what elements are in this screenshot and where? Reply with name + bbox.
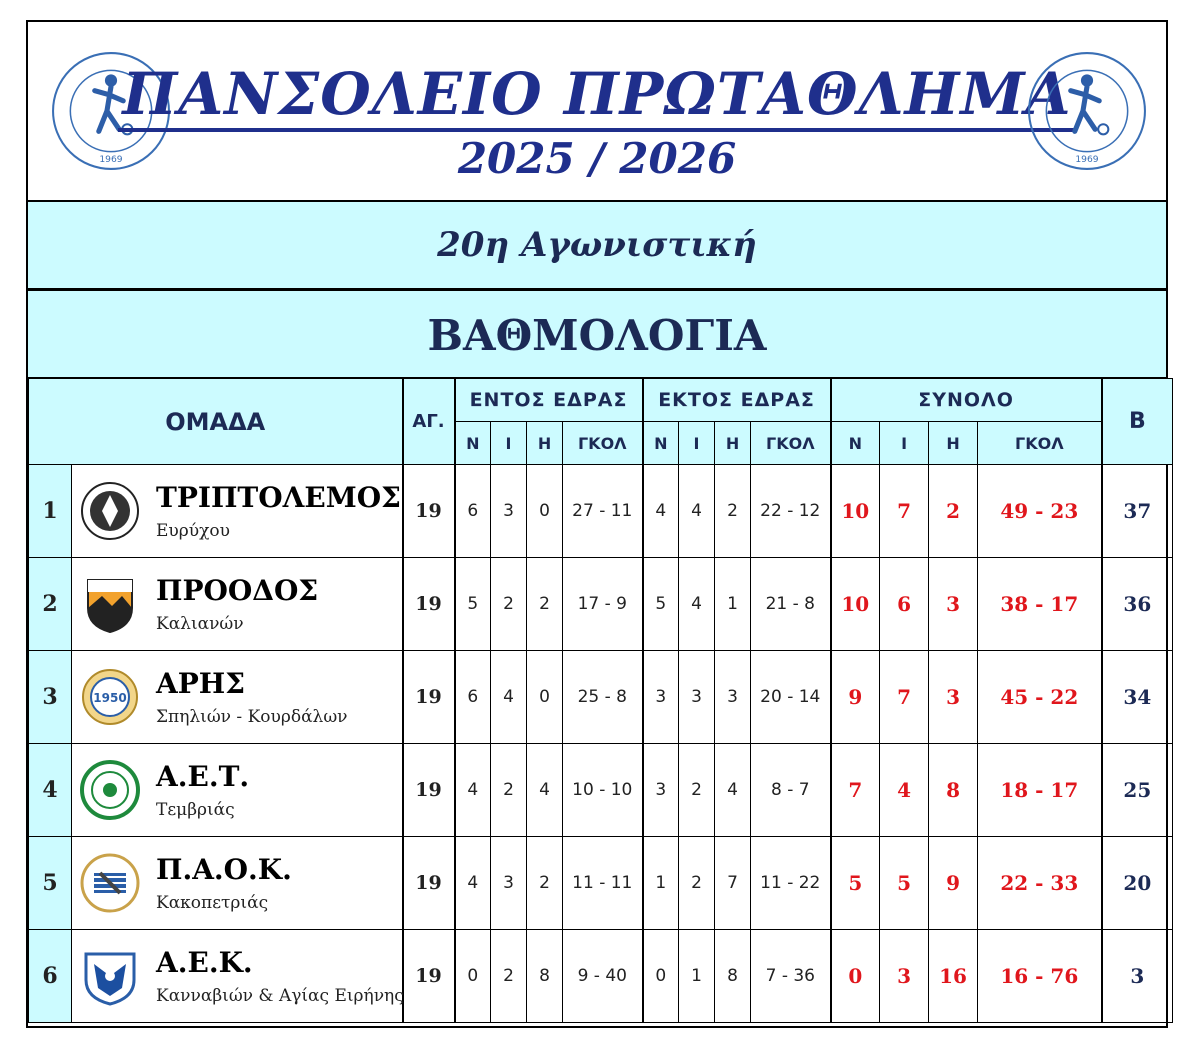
away-goals: 22 - 12 — [751, 465, 831, 558]
header-home: ΕΝΤΟΣ ΕΔΡΑΣ — [455, 379, 643, 422]
team-cell — [72, 651, 403, 744]
team-city: Σπηλιών - Κουρδάλων — [156, 707, 348, 727]
header-home-d: Ι — [491, 422, 527, 465]
away-wins: 4 — [643, 465, 679, 558]
home-losses: 8 — [527, 930, 563, 1023]
home-losses: 4 — [527, 744, 563, 837]
played: 19 — [403, 837, 455, 930]
header-home-goals: ΓΚΟΛ — [563, 422, 643, 465]
header-team: ΟΜΑΔΑ — [29, 379, 403, 465]
away-goals: 20 - 14 — [751, 651, 831, 744]
federation-logo-right — [1026, 50, 1148, 172]
away-wins: 3 — [643, 651, 679, 744]
team-name: Α.Ε.Κ. — [156, 946, 253, 979]
header-total-l: Η — [929, 422, 978, 465]
home-losses: 2 — [527, 558, 563, 651]
total-goals: 18 - 17 — [978, 744, 1102, 837]
team-cell — [72, 744, 403, 837]
total-draws: 4 — [880, 744, 929, 837]
away-draws: 3 — [679, 651, 715, 744]
played: 19 — [403, 465, 455, 558]
table-row — [29, 558, 1173, 651]
team-name: ΤΡΙΠΤΟΛΕΜΟΣ — [156, 481, 401, 514]
points: 20 — [1102, 837, 1173, 930]
header-total: ΣΥΝΟΛΟ — [831, 379, 1102, 422]
home-draws: 4 — [491, 651, 527, 744]
total-draws: 7 — [880, 651, 929, 744]
home-goals: 10 - 10 — [563, 744, 643, 837]
header-away-w: Ν — [643, 422, 679, 465]
total-draws: 6 — [880, 558, 929, 651]
away-draws: 2 — [679, 837, 715, 930]
season: 2025 / 2026 — [457, 134, 737, 183]
home-wins: 6 — [455, 465, 491, 558]
header-total-d: Ι — [880, 422, 929, 465]
home-draws: 3 — [491, 465, 527, 558]
away-wins: 1 — [643, 837, 679, 930]
table-row — [29, 930, 1173, 1023]
total-losses: 9 — [929, 837, 978, 930]
points: 37 — [1102, 465, 1173, 558]
position: 2 — [29, 558, 72, 651]
home-goals: 25 - 8 — [563, 651, 643, 744]
away-losses: 1 — [715, 558, 751, 651]
team-name: Π.Α.Ο.Κ. — [156, 853, 292, 886]
away-goals: 7 - 36 — [751, 930, 831, 1023]
total-wins: 5 — [831, 837, 880, 930]
home-draws: 2 — [491, 558, 527, 651]
svg-text:1969: 1969 — [1075, 154, 1099, 165]
team-name: ΠΡΟΟΔΟΣ — [156, 574, 319, 607]
away-losses: 3 — [715, 651, 751, 744]
position: 3 — [29, 651, 72, 744]
home-wins: 4 — [455, 744, 491, 837]
total-wins: 9 — [831, 651, 880, 744]
header-points: Β — [1102, 379, 1173, 465]
away-draws: 4 — [679, 465, 715, 558]
svg-text:1950: 1950 — [93, 691, 127, 705]
header — [28, 22, 1166, 202]
team-city: Κακοπετριάς — [156, 893, 269, 913]
home-losses: 0 — [527, 465, 563, 558]
points: 3 — [1102, 930, 1173, 1023]
table-row — [29, 837, 1173, 930]
header-total-w: Ν — [831, 422, 880, 465]
position: 5 — [29, 837, 72, 930]
paok-crest-icon — [80, 853, 140, 913]
position: 4 — [29, 744, 72, 837]
home-draws: 2 — [491, 744, 527, 837]
home-wins: 4 — [455, 837, 491, 930]
team-name: ΑΡΗΣ — [156, 667, 246, 700]
points: 25 — [1102, 744, 1173, 837]
total-wins: 7 — [831, 744, 880, 837]
team-cell — [72, 930, 403, 1023]
home-wins: 6 — [455, 651, 491, 744]
away-draws: 1 — [679, 930, 715, 1023]
away-draws: 2 — [679, 744, 715, 837]
home-losses: 0 — [527, 651, 563, 744]
total-goals: 16 - 76 — [978, 930, 1102, 1023]
home-draws: 3 — [491, 837, 527, 930]
points: 34 — [1102, 651, 1173, 744]
home-draws: 2 — [491, 930, 527, 1023]
played: 19 — [403, 651, 455, 744]
team-city: Κανναβιών & Αγίας Ειρήνης — [156, 986, 404, 1006]
page-title: ΠΑΝΣΟΛΕΙΟ ΠΡΩΤΑΘΛΗΜΑ — [28, 60, 1166, 128]
aris-crest-icon — [80, 667, 140, 727]
total-draws: 5 — [880, 837, 929, 930]
total-losses: 16 — [929, 930, 978, 1023]
total-draws: 7 — [880, 465, 929, 558]
team-city: Τεμβριάς — [156, 800, 235, 820]
played: 19 — [403, 558, 455, 651]
home-wins: 5 — [455, 558, 491, 651]
header-home-w: Ν — [455, 422, 491, 465]
total-losses: 8 — [929, 744, 978, 837]
away-wins: 0 — [643, 930, 679, 1023]
total-wins: 10 — [831, 558, 880, 651]
away-draws: 4 — [679, 558, 715, 651]
home-goals: 27 - 11 — [563, 465, 643, 558]
home-wins: 0 — [455, 930, 491, 1023]
home-goals: 9 - 40 — [563, 930, 643, 1023]
header-home-l: Η — [527, 422, 563, 465]
standings-sheet — [26, 20, 1168, 1028]
total-goals: 22 - 33 — [978, 837, 1102, 930]
team-cell — [72, 465, 403, 558]
total-losses: 3 — [929, 651, 978, 744]
team-city: Ευρύχου — [156, 521, 230, 541]
team-name: Α.Ε.Τ. — [156, 760, 250, 793]
away-losses: 8 — [715, 930, 751, 1023]
away-goals: 21 - 8 — [751, 558, 831, 651]
total-losses: 3 — [929, 558, 978, 651]
proodos-crest-icon — [80, 574, 140, 634]
played: 19 — [403, 744, 455, 837]
points: 36 — [1102, 558, 1173, 651]
home-losses: 2 — [527, 837, 563, 930]
round-label: 20η Αγωνιστική — [28, 202, 1166, 290]
away-goals: 8 - 7 — [751, 744, 831, 837]
table-row — [29, 651, 1173, 744]
team-city: Καλιανών — [156, 614, 244, 634]
table-row — [29, 465, 1173, 558]
header-away-d: Ι — [679, 422, 715, 465]
away-goals: 11 - 22 — [751, 837, 831, 930]
total-wins: 10 — [831, 465, 880, 558]
total-wins: 0 — [831, 930, 880, 1023]
total-losses: 2 — [929, 465, 978, 558]
header-total-goals: ΓΚΟΛ — [978, 422, 1102, 465]
away-wins: 5 — [643, 558, 679, 651]
away-wins: 3 — [643, 744, 679, 837]
triptolemos-crest-icon — [80, 481, 140, 541]
svg-text:1969: 1969 — [99, 154, 123, 165]
total-goals: 49 - 23 — [978, 465, 1102, 558]
aek-crest-icon — [80, 946, 140, 1006]
header-away-goals: ΓΚΟΛ — [751, 422, 831, 465]
home-goals: 11 - 11 — [563, 837, 643, 930]
team-cell — [72, 558, 403, 651]
away-losses: 7 — [715, 837, 751, 930]
home-goals: 17 - 9 — [563, 558, 643, 651]
total-goals: 45 - 22 — [978, 651, 1102, 744]
position: 6 — [29, 930, 72, 1023]
team-cell — [72, 837, 403, 930]
total-goals: 38 - 17 — [978, 558, 1102, 651]
header-played: ΑΓ. — [403, 379, 455, 465]
total-draws: 3 — [880, 930, 929, 1023]
header-away-l: Η — [715, 422, 751, 465]
standings-title: ΒΑΘΜΟΛΟΓΙΑ — [28, 290, 1166, 379]
played: 19 — [403, 930, 455, 1023]
position: 1 — [29, 465, 72, 558]
table-row — [29, 744, 1173, 837]
aet-crest-icon — [80, 760, 140, 820]
header-away: ΕΚΤΟΣ ΕΔΡΑΣ — [643, 379, 831, 422]
away-losses: 2 — [715, 465, 751, 558]
standings-table — [28, 378, 1173, 1023]
away-losses: 4 — [715, 744, 751, 837]
